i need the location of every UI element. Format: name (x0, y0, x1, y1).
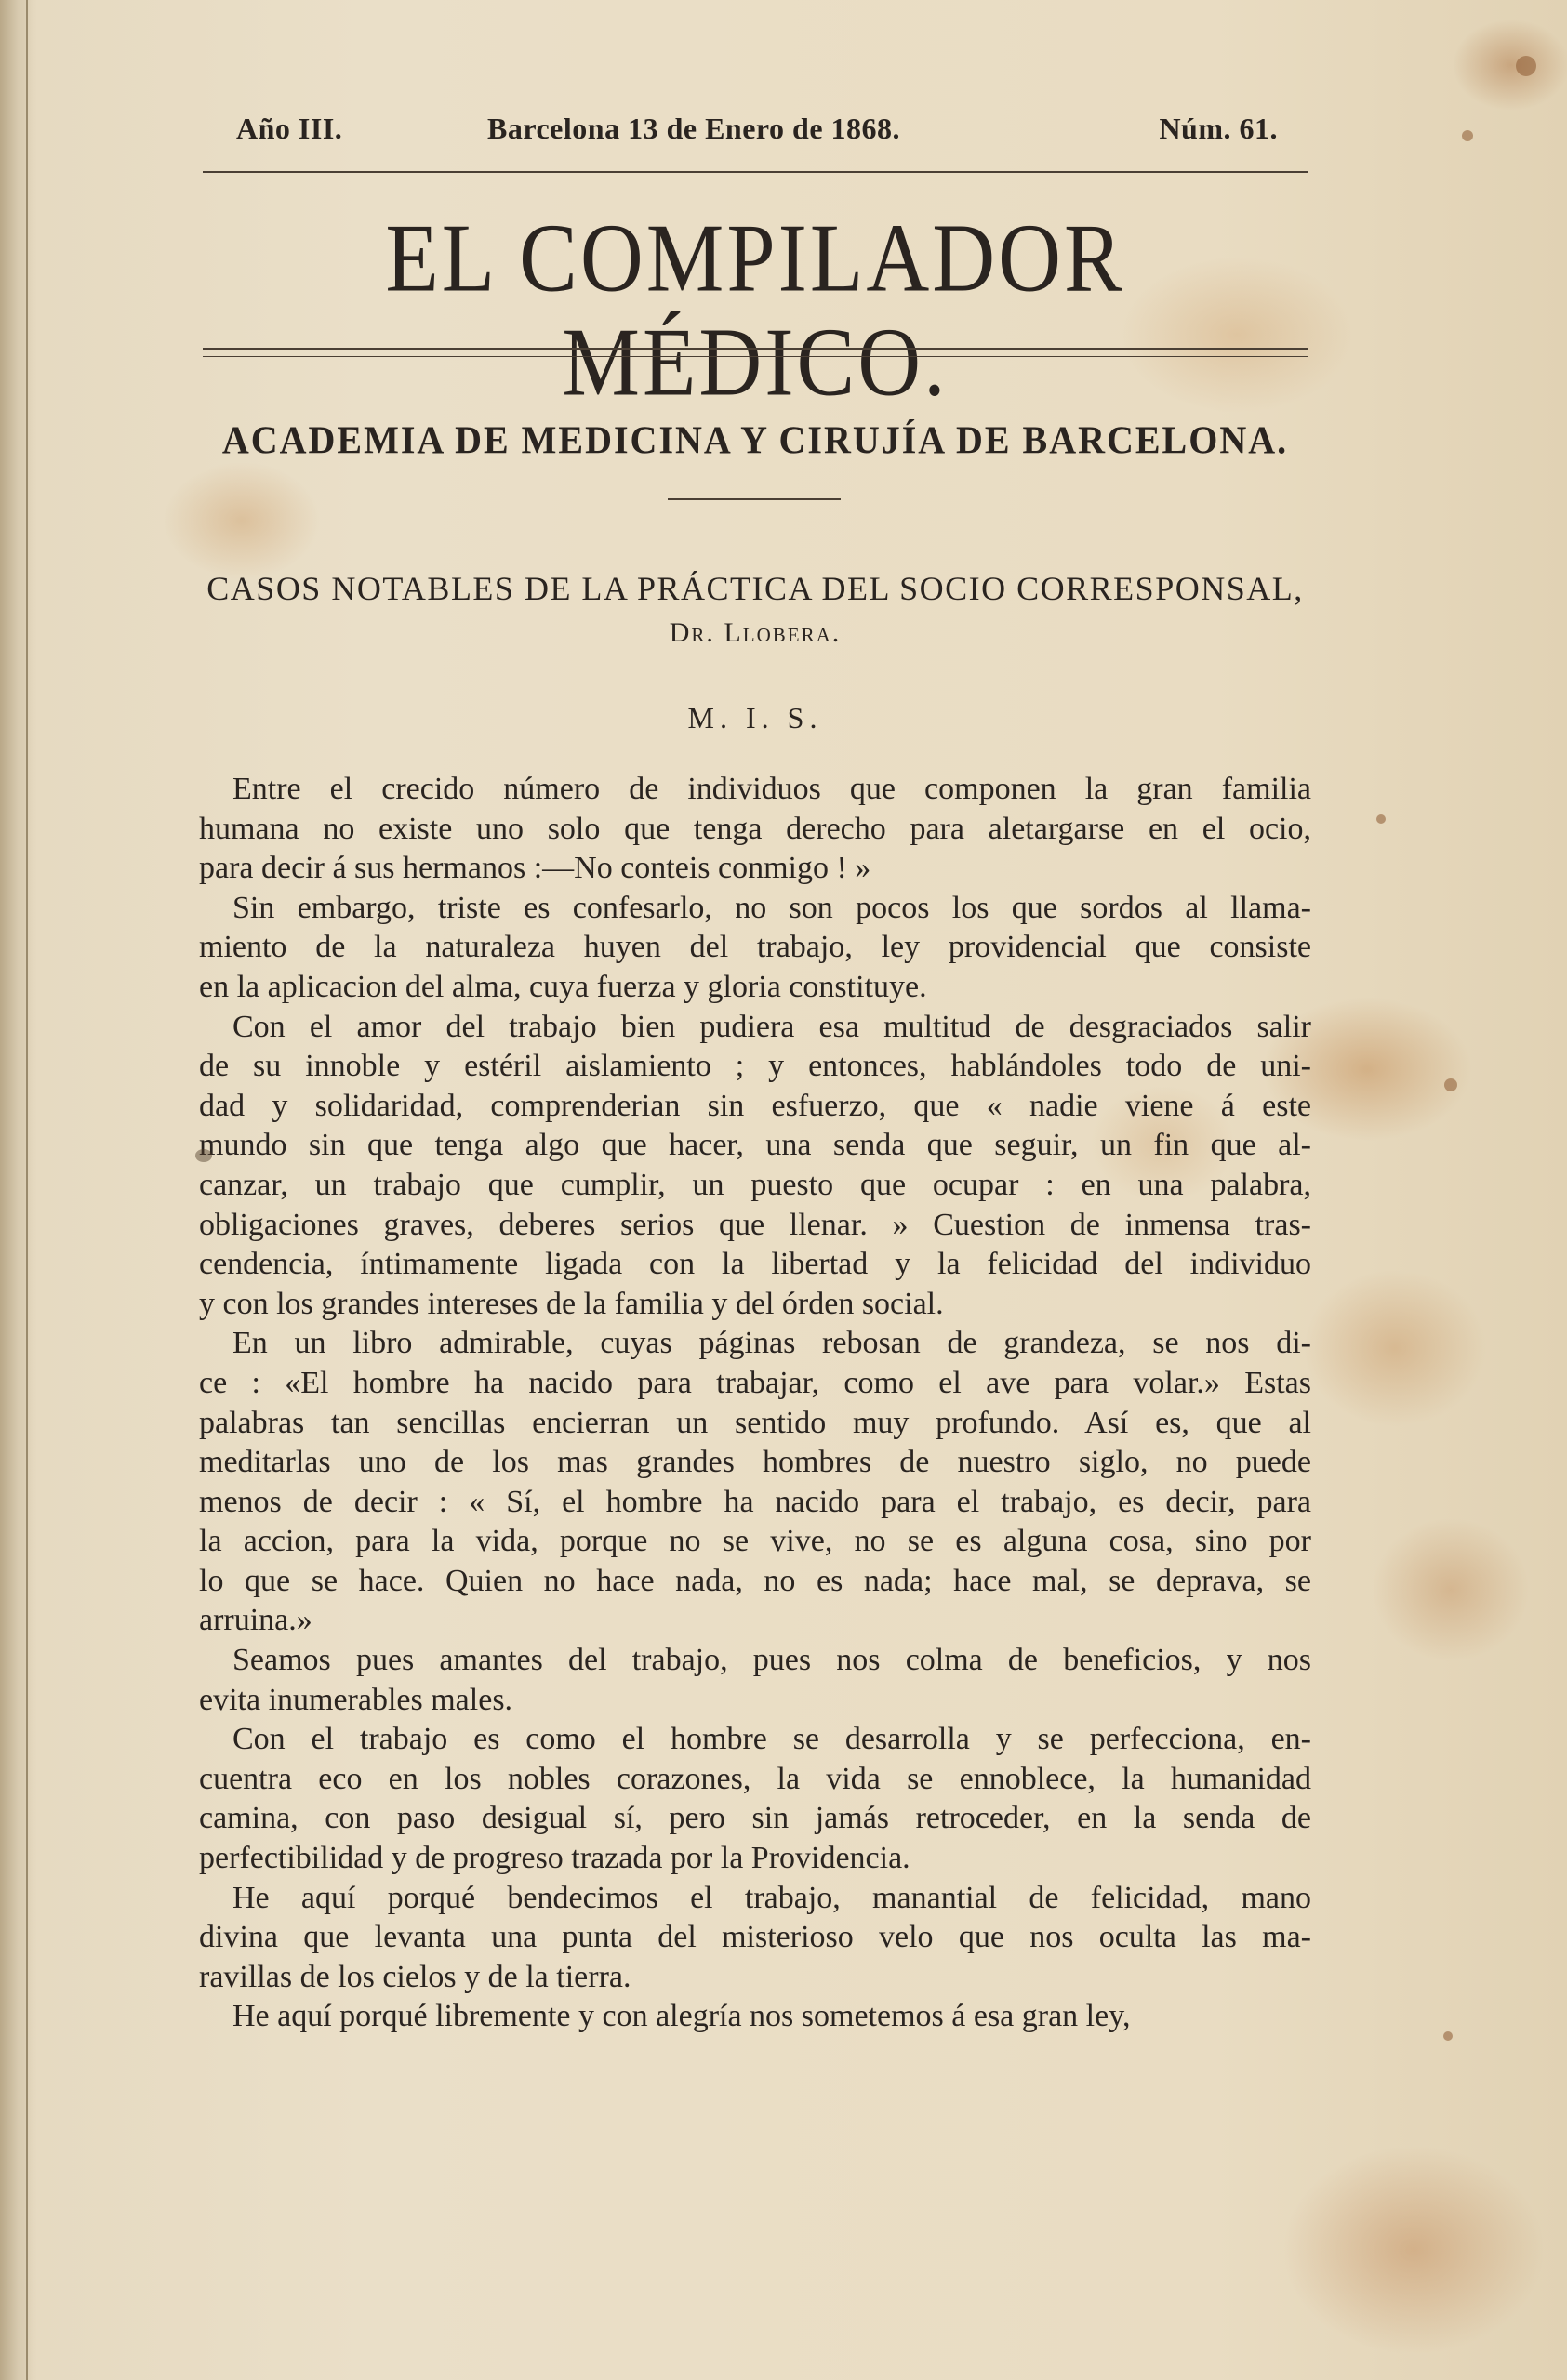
body-line: lo que se hace. Quien no hace nada, no es nada; hace mal, se deprava, se (199, 1563, 1311, 1598)
foxing-spot (195, 1149, 212, 1162)
body-line: evita inumerables males. (199, 1682, 513, 1717)
body-line: humana no existe uno solo que tenga derecho para aletargarse en el ocio, (199, 811, 1311, 846)
body-line: divina que levanta una punta del misterioso velo que nos oculta las ma- (199, 1920, 1311, 1955)
body-line: dad y solidaridad, comprenderian sin esfuerzo, que « nadie viene á este (199, 1088, 1311, 1123)
body-line: Seamos pues amantes del trabajo, pues nos colma de beneficios, y nos (232, 1643, 1311, 1678)
issue-header (236, 112, 1278, 158)
body-line: cendencia, íntimamente ligada con la libertad y la felicidad del individuo (199, 1247, 1311, 1282)
section-author: Dr. Llobera. (669, 617, 842, 648)
body-line: de su innoble y estéril aislamiento ; y entonces, hablándoles todo de uni- (199, 1049, 1311, 1084)
body-line: mundo sin que tenga algo que hacer, una senda que seguir, un fin que al- (199, 1128, 1311, 1163)
body-line: ce : «El hombre ha nacido para trabajar, como el ave para volar.» Estas (199, 1365, 1311, 1400)
salutation: M. I. S. (687, 701, 823, 734)
body-line: para decir á sus hermanos :—No conteis conmigo ! » (199, 851, 871, 886)
body-line: Sin embargo, triste es confesarlo, no son pocos los que sordos al llama- (232, 890, 1311, 925)
masthead-title: EL COMPILADOR MÉDICO. (385, 204, 1125, 417)
issue-year: Año III. (236, 112, 343, 145)
body-line: En un libro admirable, cuyas páginas rebosan de grandeza, se nos di- (232, 1326, 1311, 1361)
body-line: meditarlas uno de los mas grandes hombres de nuestro siglo, no puede (199, 1445, 1311, 1480)
body-line: Con el trabajo es como el hombre se desarrolla y se perfecciona, en- (232, 1722, 1311, 1757)
body-line: Entre el crecido número de individuos que componen la gran familia (232, 772, 1311, 806)
issue-dateline: Barcelona 13 de Enero de 1868. (487, 112, 901, 145)
academy-heading: ACADEMIA DE MEDICINA Y CIRUJÍA DE BARCELONA. (221, 417, 1289, 463)
body-line: perfectibilidad y de progreso trazada por la Providencia. (199, 1841, 910, 1876)
body-line: palabras tan sencillas encierran un sentido muy profundo. Así es, que al (199, 1405, 1311, 1440)
foxing-spot (1444, 1078, 1457, 1091)
binding-edge (26, 0, 28, 2380)
masthead-rule-top (203, 348, 1308, 350)
body-line: ravillas de los cielos y de la tierra. (199, 1959, 631, 1994)
body-line: arruina.» (199, 1603, 312, 1638)
body-line: canzar, un trabajo que cumplir, un puesto que ocupar : en una palabra, (199, 1167, 1311, 1202)
body-line: menos de decir : « Sí, el hombre ha nacido para el trabajo, es decir, para (199, 1484, 1311, 1519)
body-line: cuentra eco en los nobles corazones, la vida se ennoblece, la humanidad (199, 1761, 1311, 1796)
body-line: miento de la naturaleza huyen del trabajo, ley providencial que consiste (199, 930, 1311, 965)
body-line: He aquí porqué bendecimos el trabajo, manantial de felicidad, mano (232, 1880, 1311, 1915)
section-divider (668, 498, 841, 500)
header-rule-bottom (203, 178, 1308, 179)
body-line: en la aplicacion del alma, cuya fuerza y gloria constituye. (199, 969, 927, 1004)
issue-number: Núm. 61. (1159, 112, 1278, 145)
foxing-spot (1376, 814, 1386, 824)
foxing-spot (1516, 56, 1536, 76)
body-line: obligaciones graves, deberes serios que llenar. » Cuestion de inmensa tras- (199, 1207, 1311, 1242)
foxing-spot (1462, 130, 1473, 141)
body-line: camina, con paso desigual sí, pero sin jamás retroceder, en la senda de (199, 1801, 1311, 1836)
masthead-rule-bottom (203, 356, 1308, 357)
foxing-spot (1443, 2031, 1453, 2041)
body-line: y con los grandes intereses de la familia y del órden social. (199, 1286, 944, 1321)
header-rule-top (203, 171, 1308, 173)
section-title: CASOS NOTABLES DE LA PRÁCTICA DEL SOCIO CORRESPONSAL, (206, 570, 1304, 607)
article-body (199, 770, 1311, 2037)
body-line: He aquí porqué libremente y con alegría nos sometemos á esa gran ley, (232, 1999, 1131, 2034)
body-line: la accion, para la vida, porque no se vive, no se es alguna cosa, sino por (199, 1524, 1311, 1559)
body-line: Con el amor del trabajo bien pudiera esa multitud de desgraciados salir (232, 1009, 1311, 1044)
